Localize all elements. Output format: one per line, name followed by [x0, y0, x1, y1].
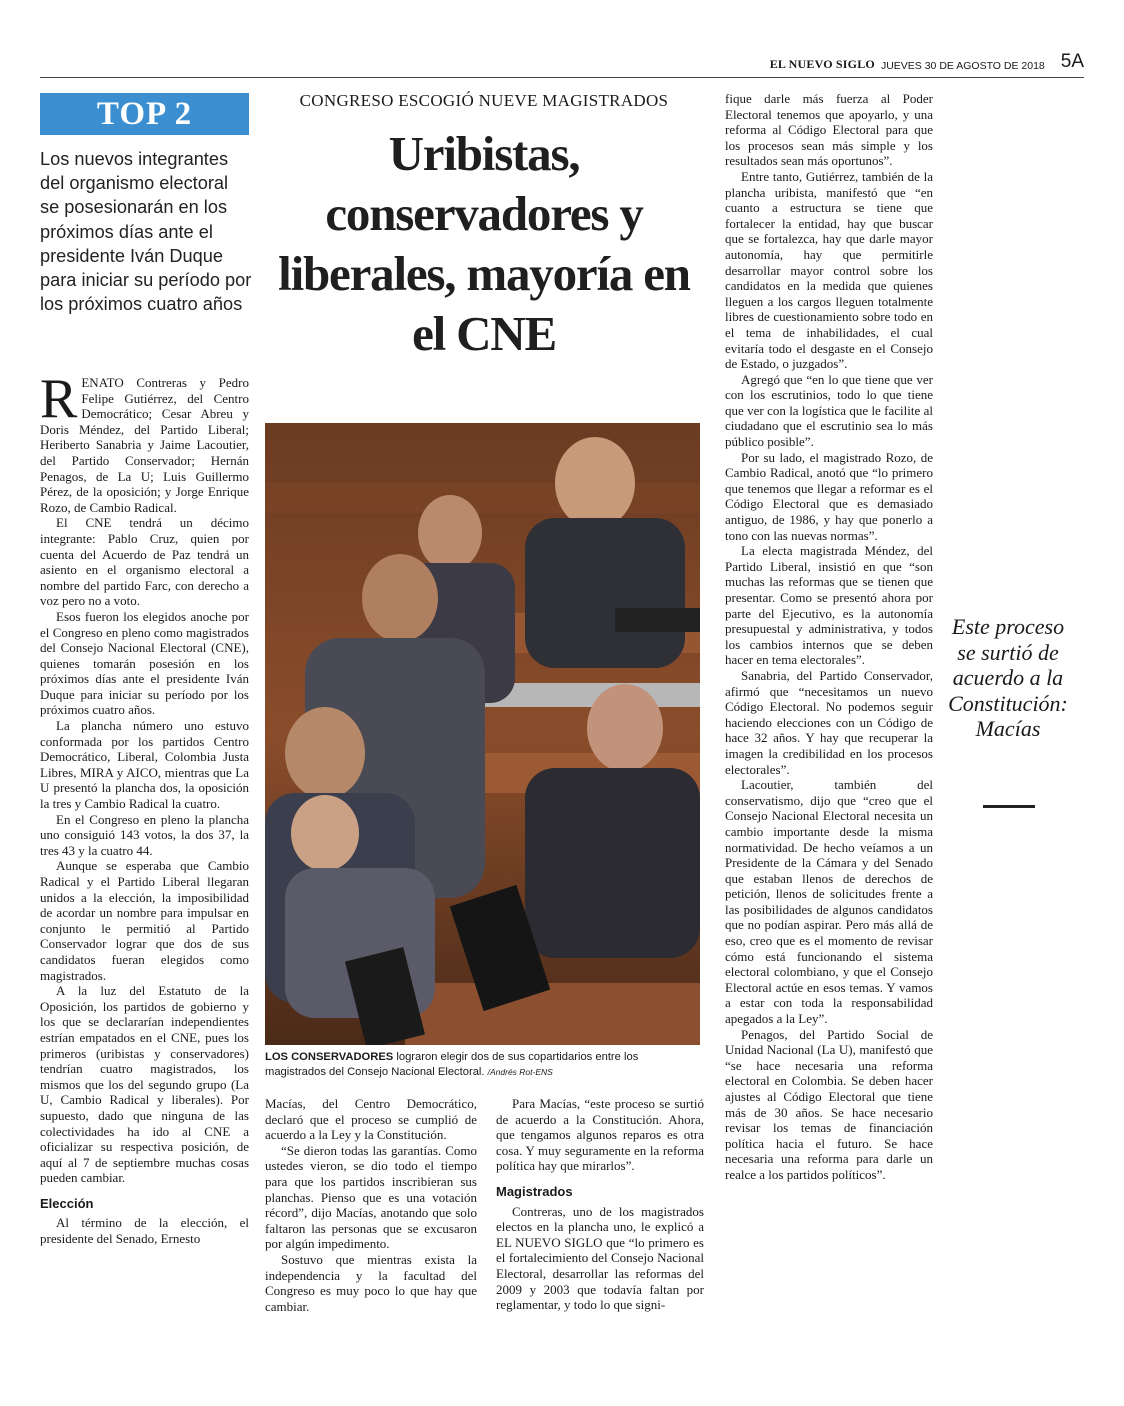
caption-lead: LOS CONSERVADORES [265, 1051, 394, 1063]
paragraph: Aunque se esperaba que Cambio Radical y el Partido Liberal llegaran unidos a la elección, la imposibilidad de acordar un nombre para impulsar en conjunto le permitió al Partido Conservador lograr que dos de sus candidatos fueran elegidos como magistrados. [40, 858, 249, 983]
subheading: Magistrados [496, 1183, 573, 1199]
paragraph: Sanabria, del Partido Conservador, afirmó que “necesitamos un nuevo Código Electoral. No podemos seguir haciendo elecciones con un Código de hace 32 años. Y hay que recuperar la imagen la credibilidad en los procesos electorales”. [725, 667, 933, 777]
paragraph: Para Macías, “este proceso se surtió de acuerdo a la Constitución. Ahora, que tengamos algunos reparos es otra cosa. Y muy seguramente en la reforma política hay que mirarlos”. [496, 1096, 704, 1174]
subheading: Elección [40, 1195, 94, 1211]
paragraph: Penagos, del Partido Social de Unidad Nacional (La U), manifestó que “se hace necesaria una reforma electoral en Colombia. Se deben hacer ajustes al Código Electoral que tiene más de 30 años. Se hace necesario revisar los temas de financiación política hacia el futuro. Se hace necesaria una reforma para darle un realce a los partidos políticos”. [725, 1026, 933, 1182]
article-summary: Los nuevos integrantes del organismo electoral se posesionarán en los próximos días ante el presidente Iván Duque para iniciar su período por los próximos cuatro años [40, 149, 252, 315]
photo-credit: /Andrés Rot-ENS [487, 1067, 553, 1077]
masthead [770, 50, 1084, 72]
paragraph: En el Congreso en pleno la plancha uno consiguió 143 votos, la dos 37, la tres 43 y la cuatro 44. [40, 811, 249, 858]
paragraph: Entre tanto, Gutiérrez, también de la plancha uribista, manifestó que “en cuanto a estructura se tiene que fortalecer la entidad, hay que buscar que se fortalezca, hay que darle mayor autonomía, hay que permitirle desarrollar mayor control sobre los candidatos en la medida que quienes lleguen a los cargos lleguen totalmente libres de cuestionamiento sobre todo en el tema de inhabilidades, el cual evitaría todo el desgaste en el Consejo de Estado, o juzgados”. [725, 168, 933, 372]
paragraph: El CNE tendrá un décimo integrante: Pablo Cruz, quien por cuenta del Acuerdo de Paz tendrá un asiento en el organismo electoral a nombre del partido Farc, con derecho a voz pero no a voto. [40, 515, 249, 609]
article-column-3 [496, 1096, 704, 1313]
paragraph: Al término de la elección, el presidente del Senado, Ernesto [40, 1215, 249, 1247]
paragraph: Por su lado, el magistrado Rozo, de Cambio Radical, anotó que “lo primero que tenemos que llegar a reformar es el Código Electoral que es demasiado antiguo, de 1986, y hay que ponerlo a tono con las nuevas normas”. [725, 449, 933, 543]
issue-date: JUEVES 30 DE AGOSTO DE 2018 [880, 60, 1045, 72]
top-badge: TOP 2 [40, 93, 249, 135]
paragraph: Agregó que “en lo que tiene que ver con los escrutinios, todo lo que tiene que ver con la logística que le facilite al ciudadano que el escrutinio sea lo más público posible”. [725, 371, 933, 450]
paragraph: RENATO Contreras y Pedro Felipe Gutiérrez, del Centro Democrático; Cesar Abreu y Doris Méndez, del Partido Liberal; Heriberto Sanabria y Jaime Lacoutier, del Partido Conservador; Hernán Penagos, de La U; Luis Guillermo Pérez, de la oposición; y Jorge Enrique Rozo, de Cambio Radical. [40, 368, 249, 515]
drop-cap: R [40, 368, 78, 430]
article-column-4 [725, 91, 933, 1183]
caption-text: lograron elegir dos de sus copartidarios entre los magistrados del Consejo Nacional Electoral. [265, 1051, 639, 1078]
paragraph: Macías, del Centro Democrático, declaró que el proceso se cumplió de acuerdo a la Ley y la Constitución. [265, 1096, 477, 1143]
paragraph: Sostuvo que mientras exista la independencia y la facultad del Congreso es muy poco lo que hay que cambiar. [265, 1251, 477, 1314]
page-number: 5A [1060, 51, 1084, 72]
pull-quote: Este proceso se surtió de acuerdo a la Constitución: Macías [948, 614, 1068, 742]
paragraph: fique darle más fuerza al Poder Electoral tenemos que apoyarlo, y una reforma al Código Electoral para que los procesos sean más simple y los resultados sean más oportunos”. [725, 91, 933, 169]
article-column-1 [40, 368, 249, 1247]
paragraph: “Se dieron todas las garantías. Como ustedes vieron, se dio todo el tiempo para que los partidos inscribieran sus planchas. Pienso que es una votación récord”, dijo Macías, anotando que solo faltaron las personas que se excusaron por algún impedimento. [265, 1142, 477, 1252]
paragraph: A la luz del Estatuto de la Oposición, los partidos de gobierno y los que se declararían independientes estrían empatados en el CNE, pues los primeros (uribistas y conservadores) tendrían cuatro magistrados, los mismos que los del segundo grupo (La U, Cambio Radical y liberales). Por supuesto, dado que ninguna de las colectividades ha ido al CNE a oficializar su respectiva posición, de aquí al 7 de septiembre muchas cosas pueden cambiar. [40, 983, 249, 1186]
congress-photo [265, 423, 700, 1045]
paragraph: Contreras, uno de los magistrados electos en la plancha uno, le explicó a EL NUEVO SIGLO que “lo primero es el fortalecimiento del Consejo Nacional Electoral, desarrollar las reformas del 2009 y 2003 que todavía faltan por reglamentar, y todo lo que signi- [496, 1203, 704, 1313]
article-column-2 [265, 1096, 477, 1314]
paragraph: Lacoutier, también del conservatismo, dijo que “creo que el Consejo Nacional Electoral necesita un cambio importante desde la misma normatividad. De hecho veíamos a un Presidente de la Cámara y del Senado que estaban llenos de derechos de petición, llenos de solicitudes frente a las posibilidades de algunos candidatos que no podían aspirar. Pero más allá de eso, creo que es el momento de revisar cómo está funcionando el sistema electoral colombiano, y que el Consejo Electoral actúe en esos temas. Y vamos a estar con toda la responsabilidad apegados a la Ley”. [725, 777, 933, 1027]
kicker: CONGRESO ESCOGIÓ NUEVE MAGISTRADOS [299, 91, 669, 110]
paragraph: La electa magistrada Méndez, del Partido Liberal, insistió en que “son muchas las reformas que se tienen que presentar. Como se presentó ahora por parte del Ejecutivo, es la autonomía presupuestal y administrativa, y todos los cambios internos que se deben hacer en tema electorales”. [725, 543, 933, 668]
photo-illustration [265, 423, 700, 1045]
photo-caption [265, 1050, 700, 1080]
paragraph: Esos fueron los elegidos anoche por el Congreso en pleno como magistrados del Consejo Nacional Electoral (CNE), quienes tomarán posesión en los próximos días ante el presidente Iván Duque para iniciar su período por los próximos cuatro años. [40, 608, 249, 718]
masthead-rule [40, 77, 1084, 78]
pull-quote-rule [983, 805, 1035, 808]
paragraph: La plancha número uno estuvo conformada por los partidos Centro Democrático, Liberal, Colombia Justa Libres, MIRA y AICO, mientras que La U presentó la plancha dos, la oposición la tres y Cambio Radical la cuatro. [40, 718, 249, 812]
newspaper-name: EL NUEVO SIGLO [769, 57, 875, 71]
headline: Uribistas, conservadores y liberales, mayoría en el CNE [278, 126, 690, 361]
